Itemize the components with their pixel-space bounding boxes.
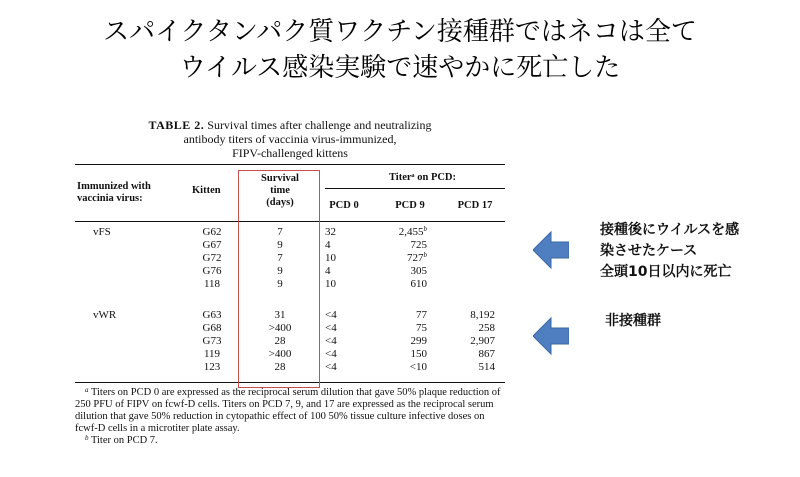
kitten-cell: 119 xyxy=(203,348,221,360)
kitten-cell: 123 xyxy=(203,361,221,373)
header-kitten: Kitten xyxy=(192,185,221,196)
survival-cell: 28 xyxy=(274,361,286,373)
header-subrule xyxy=(325,188,505,189)
footnote-mark: b xyxy=(423,251,427,259)
survival-cell: 9 xyxy=(277,265,283,277)
pcd9-cell xyxy=(375,226,427,239)
pcd9-value: 305 xyxy=(410,265,427,277)
survival-cell: 7 xyxy=(277,226,283,238)
pcd9-cell xyxy=(375,252,427,265)
kitten-cell: G62 xyxy=(202,226,222,238)
survival-cell: >400 xyxy=(268,322,292,334)
kitten-cell: G72 xyxy=(202,252,222,264)
pcd9-value: 727 xyxy=(407,252,424,264)
survival-table xyxy=(75,118,505,447)
pcd9-cell xyxy=(375,335,427,348)
pcd9-value: 77 xyxy=(416,309,427,321)
pcd0-cell: <4 xyxy=(325,322,337,334)
pcd9-cell xyxy=(375,348,427,361)
pcd9-cell xyxy=(375,278,427,291)
header-titer-group: Titerᵃ on PCD: xyxy=(388,172,457,183)
pcd9-value: 75 xyxy=(416,322,427,334)
pcd9-value: <10 xyxy=(409,361,427,373)
pcd9-cell xyxy=(375,265,427,278)
header-survival-time: Survival time (days) xyxy=(261,173,299,208)
title-line-1: スパイクタンパク質ワクチン接種群ではネコは全て xyxy=(103,17,697,47)
annotation-vfs-line-3: 全頭10日以内に死亡 xyxy=(600,264,732,280)
pcd0-cell: 4 xyxy=(325,265,331,277)
group-cell: vWR xyxy=(93,309,117,321)
pcd0-cell: 10 xyxy=(325,252,336,264)
kitten-cell: G76 xyxy=(202,265,222,277)
pcd0-cell: 4 xyxy=(325,239,331,251)
survival-cell: 28 xyxy=(274,335,286,347)
pcd9-cell xyxy=(375,322,427,335)
pcd0-cell: <4 xyxy=(325,361,337,373)
arrow-left-icon xyxy=(533,316,569,356)
pcd17-cell: 867 xyxy=(478,348,495,360)
survival-cell: 9 xyxy=(277,278,283,290)
slide-title xyxy=(0,14,800,86)
table-number: TABLE 2. xyxy=(148,118,205,132)
pcd9-value: 299 xyxy=(410,335,427,347)
pcd17-cell: 258 xyxy=(478,322,495,334)
annotation-vwr xyxy=(605,311,661,332)
pcd0-cell: <4 xyxy=(325,348,337,360)
kitten-cell: G73 xyxy=(202,335,222,347)
survival-cell: 31 xyxy=(274,309,286,321)
header-pcd17: PCD 17 xyxy=(457,200,493,211)
pcd9-cell xyxy=(375,361,427,374)
group-cell: vFS xyxy=(93,226,111,238)
annotation-vfs xyxy=(600,220,739,283)
survival-cell: 7 xyxy=(277,252,283,264)
arrow-left-icon xyxy=(533,230,569,270)
caption-line-2: antibody titers of vaccinia virus-immunized, xyxy=(183,132,397,146)
kitten-cell: G67 xyxy=(202,239,222,251)
pcd9-cell xyxy=(375,309,427,322)
survival-cell: >400 xyxy=(268,348,292,360)
kitten-cell: 118 xyxy=(203,278,221,290)
caption-line-3: FIPV-challenged kittens xyxy=(232,146,348,160)
pcd17-cell: 514 xyxy=(478,361,495,373)
title-line-2: ウイルス感染実験で速やかに死亡した xyxy=(179,53,621,83)
header-pcd0: PCD 0 xyxy=(329,200,359,211)
header-pcd9: PCD 9 xyxy=(395,200,425,211)
pcd17-cell: 2,907 xyxy=(470,335,495,347)
table-caption xyxy=(75,118,505,160)
pcd0-cell: <4 xyxy=(325,335,337,347)
survival-highlight-box xyxy=(238,170,320,388)
pcd17-cell: 8,192 xyxy=(470,309,495,321)
kitten-cell: G68 xyxy=(202,322,222,334)
kitten-cell: G63 xyxy=(202,309,222,321)
pcd9-value: 725 xyxy=(410,239,427,251)
table-top-rule xyxy=(75,164,505,165)
pcd0-cell: 32 xyxy=(325,226,336,238)
footnote-a: $^a$ Titers on PCD 0 are expressed as the reciprocal serum dilution that gave 50% plaque reduction of 250 PFU of FIPV on fcwf-D cells. Titers on PCD 7, 9, and 17 are expressed as the reciprocal serum dilution that gave 50% reduction in cytopathic effect of 100 50% tissue culture infective doses on fcwf-D cells in a microtiter plate assay. xyxy=(75,386,501,434)
footnote-mark: b xyxy=(423,225,427,233)
annotation-vfs-line-2: 染させたケース xyxy=(600,243,698,259)
table-footnotes xyxy=(75,387,505,447)
pcd9-value: 150 xyxy=(410,348,427,360)
caption-line-1: Survival times after challenge and neutralizing xyxy=(207,118,432,132)
pcd9-value: 610 xyxy=(410,278,427,290)
pcd9-value: 2,455 xyxy=(398,226,424,238)
pcd0-cell: 10 xyxy=(325,278,336,290)
footnote-b: $^b$ Titer on PCD 7. xyxy=(85,434,158,446)
annotation-vwr-line-1: 非接種群 xyxy=(605,313,661,329)
survival-cell: 9 xyxy=(277,239,283,251)
pcd0-cell: <4 xyxy=(325,309,337,321)
annotation-vfs-line-1: 接種後にウイルスを感 xyxy=(600,222,740,238)
header-immunized: Immunized with vaccinia virus: xyxy=(77,181,151,204)
pcd9-cell xyxy=(375,239,427,252)
